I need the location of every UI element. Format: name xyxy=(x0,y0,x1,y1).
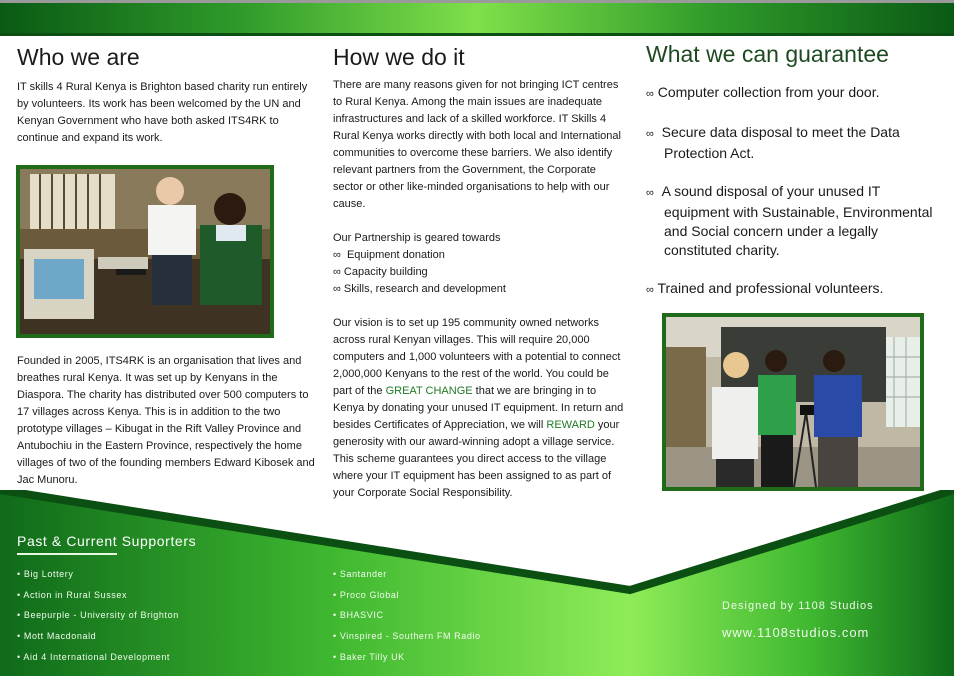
guarantee-column xyxy=(646,40,946,319)
infinity-bullet-icon: ∞ xyxy=(333,283,341,295)
list-item: ∞ A sound disposal of your unused IT equipment with Sustainable, Environmental and Social concern under a legally constituted charity. xyxy=(646,183,933,258)
who-we-are-intro: IT skills 4 Rural Kenya is Brighton based charity run entirely by volunteers. Its work has been welcomed by the UN and Kenyan Government who have both asked ITS4RK to continue and expand its work. xyxy=(17,81,308,144)
list-item: • Beepurple - University of Brighton xyxy=(17,610,179,621)
list-item: ∞ Capacity building xyxy=(333,266,428,278)
studio-website-link[interactable]: www.1108studios.com xyxy=(722,625,870,640)
guarantee-heading: What we can guarantee xyxy=(646,41,889,67)
list-item: ∞ Skills, research and development xyxy=(333,283,506,295)
list-item: • BHASVIC xyxy=(333,610,384,621)
who-we-are-heading: Who we are xyxy=(17,44,140,70)
partnership-intro: Our Partnership is geared towards xyxy=(333,232,501,244)
list-item: ∞ Secure data disposal to meet the Data Protection Act. xyxy=(646,124,900,161)
reward-highlight: REWARD xyxy=(546,419,595,431)
infinity-bullet-icon: ∞ xyxy=(646,187,654,199)
how-we-do-it-heading: How we do it xyxy=(333,44,465,70)
infinity-bullet-icon: ∞ xyxy=(333,266,341,278)
who-we-are-history: Founded in 2005, ITS4RK is an organisation that lives and breathes rural Kenya. It was set up by Kenyans in the Diaspora. The charity has distributed over 500 computers to 17 villages across Kenya. This is in addition to the two prototype villages – Kibugat in the Rift Valley Province and Antubochiu in the Eastern Province, respectively the home villages of two of the founding members Edward Kibosek and Jac Munoru. xyxy=(17,355,315,486)
list-item: • Mott Macdonald xyxy=(17,631,97,642)
supporters-heading: Past & Current Supporters xyxy=(17,533,197,549)
infinity-bullet-icon: ∞ xyxy=(333,249,341,261)
list-item: ∞ Equipment donation xyxy=(333,249,445,261)
designed-by-credit: Designed by 1108 Studios xyxy=(722,600,874,612)
partnership-list xyxy=(333,247,625,298)
guarantee-list xyxy=(646,83,938,300)
vision-paragraph: Our vision is to set up 195 community owned networks across rural Kenyan villages. This will require 20,000 computers and 1,000 volunteers with a potential to connect 2,000,000 Kenyans to the rest of the world. You could be part of the GREAT CHANGE that we are bringing in to Kenya by donating your unused IT equipment. In return and besides Certificates of Appreciation, we will REWARD your generosity with our award-winning adopt a village service. This scheme guarantees you direct access to the village where your IT equipment has been assigned to as part of your Corporate Social Responsibility. xyxy=(333,317,624,499)
supporters-list-right xyxy=(333,569,481,672)
list-item: • Vinspired - Southern FM Radio xyxy=(333,631,481,642)
list-item: • Baker Tilly UK xyxy=(333,651,405,662)
infinity-bullet-icon: ∞ xyxy=(646,128,654,140)
list-item: • Aid 4 International Development xyxy=(17,651,171,662)
how-we-do-it-column xyxy=(333,40,625,502)
great-change-highlight: GREAT CHANGE xyxy=(385,385,473,397)
how-intro-paragraph: There are many reasons given for not bringing ICT centres to Rural Kenya. Among the main issues are inadequate infrastructures and lack of a skilled workforce. IT Skills 4 Rural Kenya works directly with both local and International communities to overcome these barriers. We also identify relevant partners from the Government, the Corporate sector or other like-minded organisations to help with our cause. xyxy=(333,79,621,210)
volunteer-computer-photo xyxy=(16,165,274,338)
top-banner xyxy=(0,0,954,36)
list-item: • Action in Rural Sussex xyxy=(17,589,128,600)
heading-underline xyxy=(17,553,117,555)
list-item: ∞ Trained and professional volunteers. xyxy=(646,280,884,296)
list-item: • Proco Global xyxy=(333,589,400,600)
list-item: • Big Lottery xyxy=(17,569,74,579)
infinity-bullet-icon: ∞ xyxy=(646,284,654,296)
supporters-list-left xyxy=(17,569,179,672)
infinity-bullet-icon: ∞ xyxy=(646,88,654,100)
who-we-are-column xyxy=(17,40,320,147)
list-item: ∞ Computer collection from your door. xyxy=(646,84,880,100)
list-item: • Santander xyxy=(333,569,387,579)
village-volunteers-photo xyxy=(662,313,924,491)
